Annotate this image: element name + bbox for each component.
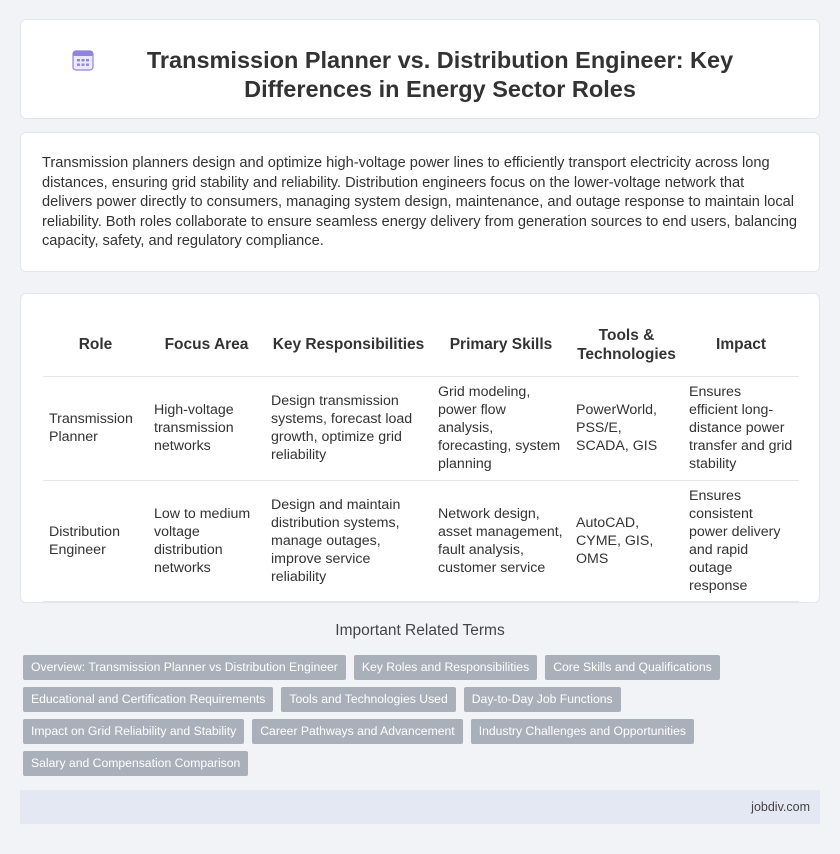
- table-cell: AutoCAD, CYME, GIS, OMS: [570, 480, 683, 601]
- related-terms-title: Important Related Terms: [335, 622, 505, 639]
- page-title: Transmission Planner vs. Distribution Engineer: Key Differences in Energy Sector Roles: [146, 47, 734, 102]
- related-term-tag[interactable]: Impact on Grid Reliability and Stability: [23, 719, 244, 744]
- title-card: [20, 19, 820, 119]
- intro-card: [20, 132, 820, 272]
- footer-site-link[interactable]: jobdiv.com: [751, 800, 810, 814]
- related-term-tag[interactable]: Core Skills and Qualifications: [545, 655, 720, 680]
- column-header: Key Responsibilities: [265, 314, 432, 376]
- related-term-tag[interactable]: Day-to-Day Job Functions: [464, 687, 621, 712]
- table-cell: High-voltage transmission networks: [148, 376, 265, 480]
- related-terms-list: [23, 655, 813, 783]
- table-header-row: [43, 314, 799, 376]
- table-row: [43, 480, 799, 601]
- table-cell: PowerWorld, PSS/E, SCADA, GIS: [570, 376, 683, 480]
- related-term-tag[interactable]: Key Roles and Responsibilities: [354, 655, 537, 680]
- table-cell: Distribution Engineer: [43, 480, 148, 601]
- footer: [20, 790, 820, 824]
- related-term-tag[interactable]: Salary and Compensation Comparison: [23, 751, 248, 776]
- table-cell: Network design, asset management, fault analysis, customer service: [432, 480, 570, 601]
- table-cell: Design and maintain distribution systems, manage outages, improve service reliability: [265, 480, 432, 601]
- related-term-tag[interactable]: Tools and Technologies Used: [281, 687, 455, 712]
- comparison-table: [43, 314, 799, 602]
- table-cell: Ensures efficient long-distance power transfer and grid stability: [683, 376, 799, 480]
- related-term-tag[interactable]: Educational and Certification Requirements: [23, 687, 273, 712]
- table-cell: Low to medium voltage distribution networks: [148, 480, 265, 601]
- table-cell: Transmission Planner: [43, 376, 148, 480]
- column-header: Focus Area: [148, 314, 265, 376]
- related-term-tag[interactable]: Industry Challenges and Opportunities: [471, 719, 694, 744]
- column-header: Tools & Technologies: [570, 314, 683, 376]
- intro-paragraph: Transmission planners design and optimize high-voltage power lines to efficiently transport electricity across long distances, ensuring grid stability and reliability. Distribution engineers focus on the lower-voltage network that delivers power directly to consumers, managing system design, maintenance, and outage response to maintain local reliability. Both roles collaborate to ensure seamless energy delivery from generation sources to end users, balancing capacity, safety, and regulatory compliance.: [42, 155, 797, 249]
- table-cell: Ensures consistent power delivery and rapid outage response: [683, 480, 799, 601]
- comparison-card: [20, 293, 820, 603]
- related-term-tag[interactable]: Overview: Transmission Planner vs Distribution Engineer: [23, 655, 346, 680]
- table-cell: Design transmission systems, forecast load growth, optimize grid reliability: [265, 376, 432, 480]
- column-header: Primary Skills: [432, 314, 570, 376]
- table-row: [43, 376, 799, 480]
- related-term-tag[interactable]: Career Pathways and Advancement: [252, 719, 462, 744]
- table-cell: Grid modeling, power flow analysis, forecasting, system planning: [432, 376, 570, 480]
- column-header: Role: [43, 314, 148, 376]
- column-header: Impact: [683, 314, 799, 376]
